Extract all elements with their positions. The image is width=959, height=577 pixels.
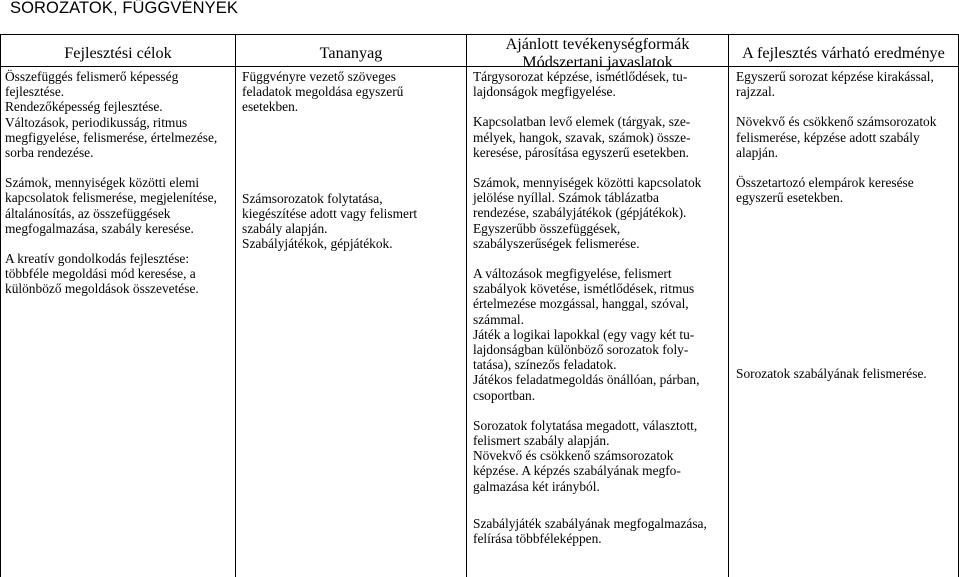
text-line: számmal. [473, 311, 524, 327]
text-line: lajdonságok megfigyelése. [473, 84, 616, 100]
text-line: Tárgysorozat képzése, ismétlődések, tu- [473, 69, 688, 84]
header-line: Ajánlott tevékenységformák [505, 35, 690, 53]
header-fejlesztesi-celok: Fejlesztési célok [64, 44, 172, 62]
header-line: Módszertani javaslatok [522, 53, 673, 71]
text-line: Változások, periodikusság, ritmus [5, 114, 188, 130]
text-line: Sorozatok szabályának felismerése. [736, 366, 927, 381]
text-line: esetekben. [242, 99, 299, 115]
text-line: Kapcsolatban levő elemek (tárgyak, sze- [473, 114, 691, 130]
text-line: Összetartozó elempárok keresése [736, 175, 914, 191]
text-line: tatása), színezős feladatok. [473, 357, 617, 373]
header-tananyag: Tananyag [319, 44, 383, 62]
varhato-eredmeny-cell [736, 69, 936, 205]
text-line: Összefüggés felismerő képesség [5, 69, 179, 84]
text-line: Növekvő és csökkenő számsorozatok [473, 448, 674, 464]
page-title: SOROZATOK, FÜGGVÉNYEK [10, 0, 238, 17]
header-tevekenysegformak [467, 35, 728, 71]
text-line: Szabályjáték szabályának megfogalmazása, [473, 515, 707, 531]
text-line: lajdonságban különböző sorozatok foly- [473, 342, 689, 358]
text-line: megfigyelése, felismerése, értelmezése, [5, 129, 218, 145]
text-line: különböző megoldások összevetése. [5, 281, 199, 297]
text-line: felismert szabály alapján. [473, 433, 610, 449]
text-line: egyszerű esetekben. [736, 190, 844, 206]
column-divider [0, 34, 1, 577]
text-line: szabály alapján. [242, 221, 328, 237]
text-line: kiegészítése adott vagy felismert [242, 205, 418, 221]
text-line: általánosítás, az összefüggések [5, 205, 171, 221]
text-line: A kreatív gondolkodás fejlesztése: [5, 251, 190, 267]
text-line: szabályszerűségek felismerése. [473, 235, 640, 251]
tananyag-cell [242, 69, 417, 251]
column-divider [235, 34, 236, 577]
text-line: fejlesztése. [5, 84, 65, 100]
text-line: alapján. [736, 144, 779, 160]
text-line: Egyszerű sorozat képzése kirakással, [736, 69, 934, 84]
text-line: felírása többféleképpen. [473, 531, 602, 547]
column-divider [728, 34, 729, 577]
tevekenysegformak-cell [473, 69, 707, 546]
text-line: Függvényre vezető szöveges [242, 69, 396, 84]
text-line: mélyek, hangok, szavak, számok) össze- [473, 129, 691, 145]
text-line: kapcsolatok felismerése, megjelenítése, [5, 190, 217, 206]
text-line: Számsorozatok folytatása, [242, 190, 383, 206]
varhato-eredmeny-cell [736, 366, 927, 381]
text-line: értelmezése mozgással, hanggal, szóval, [473, 296, 689, 312]
text-line: szabályok követése, ismétlődések, ritmus [473, 281, 695, 297]
text-line: Játékos feladatmegoldás önállóan, párban, [473, 372, 700, 388]
text-line: felismerése, képzése adott szabály [736, 129, 920, 145]
text-line: Számok, mennyiségek közötti elemi [5, 175, 200, 191]
text-line: galmazása két irányból. [473, 478, 600, 494]
fejlesztesi-celok-cell [5, 69, 217, 297]
text-line: A változások megfigyelése, felismert [473, 266, 672, 282]
text-line: jelölése nyíllal. Számok táblázatba [473, 190, 659, 206]
text-line: képzése. A képzés szabályának megfo- [473, 463, 681, 479]
text-line: Egyszerűbb összefüggések, [473, 220, 621, 236]
text-line: rajzzal. [736, 84, 776, 100]
text-line: Sorozatok folytatása megadott, választott, [473, 417, 698, 433]
text-line: többféle megoldási mód keresése, a [5, 266, 196, 282]
header-varhato-eredmeny: A fejlesztés várható eredménye [742, 44, 945, 62]
text-line: Növekvő és csökkenő számsorozatok [736, 114, 937, 130]
text-line: Játék a logikai lapokkal (egy vagy két tu- [473, 326, 695, 342]
text-line: sorba rendezése. [5, 145, 94, 161]
text-line: Számok, mennyiségek közötti kapcsolatok [473, 175, 702, 191]
text-line: feladatok megoldása egyszerű [242, 84, 404, 100]
text-line: Rendezőképesség fejlesztése. [5, 99, 163, 115]
column-divider [466, 34, 467, 577]
text-line: csoportban. [473, 387, 536, 403]
text-line: keresése, párosítása egyszerű esetekben. [473, 144, 690, 160]
text-line: megfogalmazása, szabály keresése. [5, 220, 194, 236]
text-line: rendezése, szabályjátékok (gépjátékok). [473, 205, 687, 221]
text-line: Szabályjátékok, gépjátékok. [242, 236, 393, 252]
